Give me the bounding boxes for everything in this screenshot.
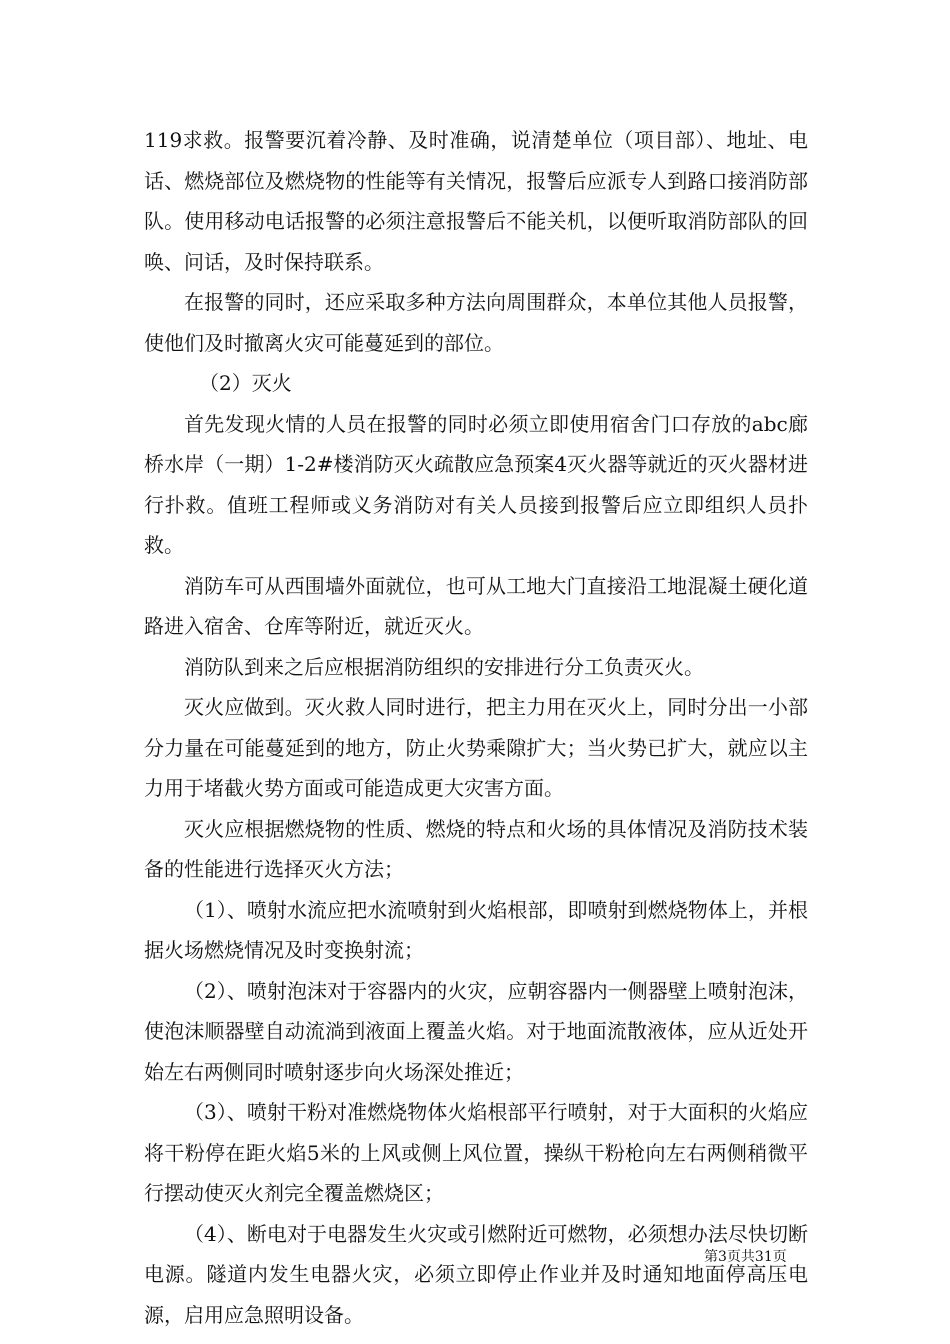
list-item-water: （1）、喷射水流应把水流喷射到火焰根部，即喷射到燃烧物体上，并根据火场燃烧情况及时变换射流； (144, 897, 808, 962)
paragraph-principles: 灭火应做到。灭火救人同时进行，把主力用在灭火上，同时分出一小部分力量在可能蔓延到的地方，防止火势乘隙扩大；当火势已扩大，就应以主力用于堵截火势方面或可能造成更大灾害方面。 (144, 695, 808, 800)
section-heading-fire-fighting: （2）灭火 (199, 371, 292, 395)
paragraph-first-response: 首先发现火情的人员在报警的同时必须立即使用宿舍门口存放的abc廊桥水岸（一期）1-2#楼消防灭火疏散应急预案4灭火器等就近的灭火器材进行扑救。值班工程师或义务消防对有关人员接到报警后应立即组织人员扑救。 (144, 411, 808, 557)
paragraph-fire-truck-access: 消防车可从西围墙外面就位，也可从工地大门直接沿工地混凝土硬化道路进入宿舍、仓库等附近，就近灭火。 (144, 573, 808, 638)
paragraph-fire-brigade: 消防队到来之后应根据消防组织的安排进行分工负责灭火。 (184, 654, 704, 679)
paragraph-methods-intro: 灭火应根据燃烧物的性质、燃烧的特点和火场的具体情况及消防技术装备的性能进行选择灭火方法； (144, 816, 808, 881)
list-item-power-off: （4）、断电对于电器发生火灾或引燃附近可燃物，必须想办法尽快切断电源。隧道内发生电器火灾，必须立即停止作业并及时通知地面停高压电源，启用应急照明设备。 (144, 1221, 808, 1327)
body-text (144, 120, 808, 1335)
paragraph-continuation: 119求救。报警要沉着冷静、及时准确，说清楚单位（项目部）、地址、电话、燃烧部位及燃烧物的性能等有关情况，报警后应派专人到路口接消防部队。使用移动电话报警的必须注意报警后不能关机，以便听取消防部队的回唤、问话，及时保持联系。 (144, 128, 808, 274)
paragraph-alarm-others: 在报警的同时，还应采取多种方法向周围群众，本单位其他人员报警，使他们及时撤离火灾可能蔓延到的部位。 (144, 290, 808, 355)
page-number: 第3页共31页 (704, 1249, 787, 1265)
list-item-foam: （2）、喷射泡沫对于容器内的火灾，应朝容器内一侧器壁上喷射泡沫，使泡沫顺器壁自动流淌到液面上覆盖火焰。对于地面流散液体，应从近处开始左右两侧同时喷射逐步向火场深处推近； (144, 978, 808, 1084)
list-item-powder: （3）、喷射干粉对准燃烧物体火焰根部平行喷射，对于大面积的火焰应将干粉停在距火焰5米的上风或侧上风位置，操纵干粉枪向左右两侧稍微平行摆动使灭火剂完全覆盖燃烧区； (144, 1100, 808, 1205)
